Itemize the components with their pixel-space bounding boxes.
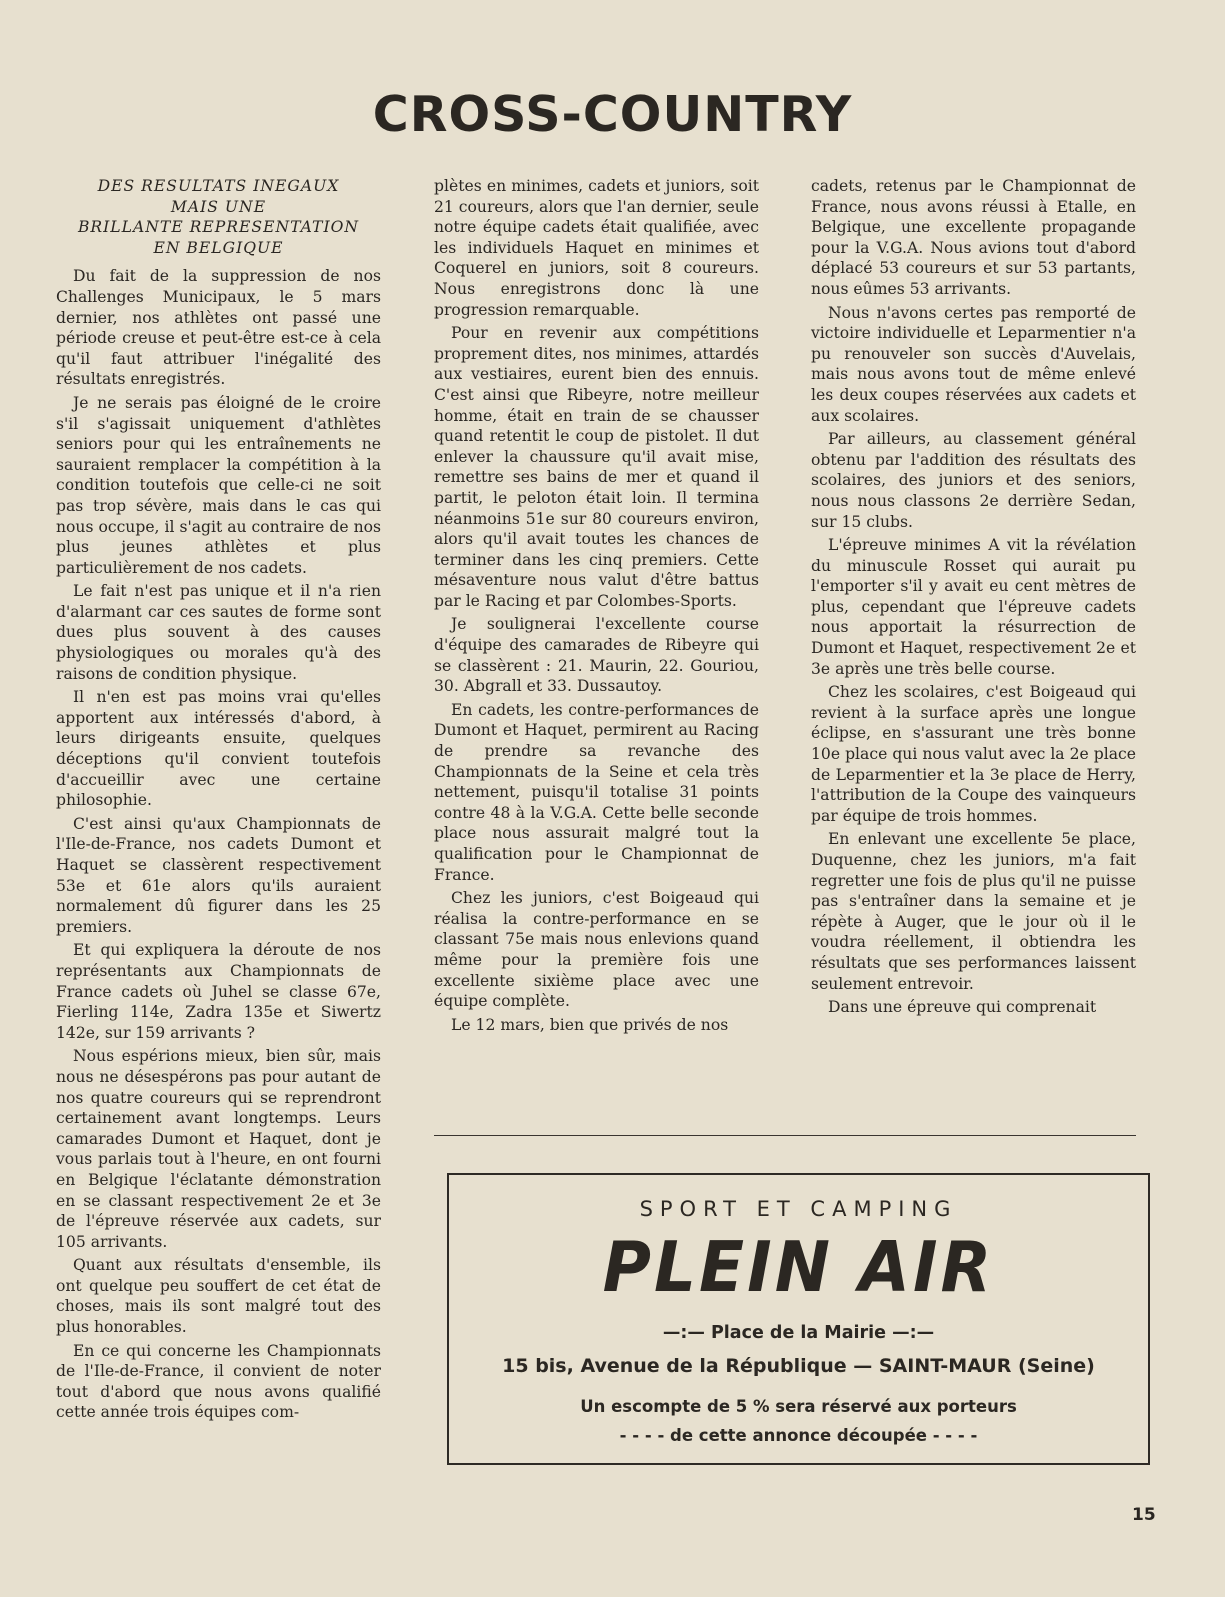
ad-brand-name: PLEIN AIR xyxy=(602,1227,995,1308)
ad-tagline: SPORT ET CAMPING xyxy=(639,1197,958,1221)
subheading-line: MAIS UNE xyxy=(170,197,267,216)
ad-address-line: 15 bis, Avenue de la République — SAINT-MAUR (Seine) xyxy=(502,1355,1095,1377)
paragraph: Quant aux résultats d'ensemble, ils ont quelque peu souffert de cet état de choses, mais ils sont malgré tout des plus honorables. xyxy=(56,1256,381,1337)
article-title: CROSS-COUNTRY xyxy=(372,86,853,143)
column-2 xyxy=(434,176,759,1035)
section-divider xyxy=(434,1135,1136,1136)
paragraph: En cadets, les contre-performances de Dumont et Haquet, permirent au Racing de prendre sa revanche des Championnats de la Seine et cela très nettement, puisqu'il totalise 31 points contre 48 à la V.G.A. Cette belle seconde place nous assurait malgré tout la qualification pour le Championnat de France. xyxy=(434,700,759,884)
paragraph: Chez les scolaires, c'est Boigeaud qui revient à la surface après une longue éclipse, en s'assurant une très bonne 10e place qui nous valut avec la 2e place de Leparmentier et la 3e place de Herry, l'attribution de la Coupe des vainqueurs par équipe de trois hommes. xyxy=(811,683,1136,825)
page-number: 15 xyxy=(1132,1505,1156,1525)
paragraph: Je ne serais pas éloigné de le croire s'il s'agissait uniquement d'athlètes seniors pour qui les entraînements ne sauraient remplacer la compétition à la condition toutefois que celle-ci ne soit pas trop sévère, mais dans le cas qui nous occupe, il s'agit au contraire de nos plus jeunes athlètes et plus particulièrement de nos cadets. xyxy=(56,393,381,577)
ad-offer-line: Un escompte de 5 % sera réservé aux porteurs xyxy=(580,1397,1017,1416)
paragraph: Nous espérions mieux, bien sûr, mais nous ne désespérons pas pour autant de nos quatre coureurs qui se reprendront certainement avant longtemps. Leurs camarades Dumont et Haquet, dont je vous parlais tout à l'heure, en ont fourni en Belgique l'éclatante démonstration en se classant respectivement 2e et 3e de l'épreuve réservée aux cadets, sur 105 arrivants. xyxy=(56,1047,381,1251)
paragraph: C'est ainsi qu'aux Championnats de l'Ile-de-France, nos cadets Dumont et Haquet se classèrent respectivement 53e et 61e alors qu'ils auraient normalement dû figurer dans les 25 premiers. xyxy=(56,814,381,936)
paragraph: En ce qui concerne les Championnats de l'Ile-de-France, il convient de noter tout d'abord que nous avons qualifié cette année trois équipes com- xyxy=(56,1341,381,1422)
paragraph: Il n'en est pas moins vrai qu'elles apportent aux intéressés d'abord, à leurs dirigeants ensuite, quelques déceptions qu'il convient toutefois d'accueillir avec une certaine philosophie. xyxy=(56,688,381,810)
paragraph: Le 12 mars, bien que privés de nos xyxy=(451,1015,729,1034)
paragraph: plètes en minimes, cadets et juniors, soit 21 coureurs, alors que l'an dernier, seule notre équipe cadets était qualifiée, avec les individuels Haquet en minimes et Coquerel en juniors, soit 8 coureurs. Nous enregistrons donc là une progression remarquable. xyxy=(434,177,759,319)
paragraph: Dans une épreuve qui comprenait xyxy=(828,998,1097,1017)
column-3 xyxy=(811,176,1136,1018)
subheading-line: EN BELGIQUE xyxy=(153,238,284,257)
ad-offer-line: - - - - de cette annonce découpée - - - - xyxy=(619,1426,978,1445)
paragraph: Je soulignerai l'excellente course d'équipe des camarades de Ribeyre qui se classèrent : 21. Maurin, 22. Gouriou, 30. Abgrall et 33. Dussautoy. xyxy=(434,615,759,696)
paragraph: Pour en revenir aux compétitions proprement dites, nos minimes, attardés aux vestiaires, eurent bien des ennuis. C'est ainsi que Ribeyre, notre meilleur homme, était en train de se chausser quand retentit le coup de pistolet. Il dut enlever la chaussure qu'il avait mise, remettre ses bains de mer et quand il partit, le peloton était loin. Il termina néanmoins 51e sur 80 coureurs environ, alors qu'il avait toutes les chances de terminer dans les cinq premiers. Cette mésaventure nous valut d'être battus par le Racing et par Colombes-Sports. xyxy=(434,324,759,610)
paragraph: Nous n'avons certes pas remporté de victoire individuelle et Leparmentier n'a pu renouveler son succès d'Auvelais, mais nous avons tout de même enlevé les deux coupes réservées aux cadets et aux scolaires. xyxy=(811,303,1136,425)
paragraph: Chez les juniors, c'est Boigeaud qui réalisa la contre-performance en se classant 75e mais nous enlevions quand même pour la première fois une excellente sixième place avec une équipe complète. xyxy=(434,889,759,1011)
paragraph: Le fait n'est pas unique et il n'a rien d'alarmant car ces sautes de forme sont dues plus souvent à des causes physiologiques ou morales qu'à des raisons de condition physique. xyxy=(56,582,381,683)
subheading-line: BRILLANTE REPRESENTATION xyxy=(77,218,360,237)
paragraph: cadets, retenus par le Championnat de France, nous avons réussi à Etalle, en Belgique, une excellente propagande pour la V.G.A. Nous avions tout d'abord déplacé 53 coureurs et sur 53 partants, nous eûmes 53 arrivants. xyxy=(811,177,1136,298)
paragraph: Du fait de la suppression de nos Challenges Municipaux, le 5 mars dernier, nos athlètes ont passé une période creuse et peut-être est-ce à cela qu'il faut attribuer l'inégalité des résultats enregistrés. xyxy=(56,267,381,389)
paragraph: L'épreuve minimes A vit la révélation du minuscule Rosset qui aurait pu l'emporter s'il y avait eu cent mètres de plus, cependant que l'épreuve cadets nous apportait la résurrection de Dumont et Haquet, respectivement 2e et 3e après une très belle course. xyxy=(811,536,1136,678)
paragraph: Et qui expliquera la déroute de nos représentants aux Championnats de France cadets où Juhel se classe 67e, Fierling 114e, Zadra 135e et Siwertz 142e, sur 159 arrivants ? xyxy=(56,941,381,1042)
column-1 xyxy=(56,176,381,1423)
subheading xyxy=(56,176,381,258)
paragraph: Par ailleurs, au classement général obtenu par l'addition des résultats des scolaires, des juniors et des seniors, nous nous classons 2e derrière Sedan, sur 15 clubs. xyxy=(811,430,1136,531)
subheading-line: DES RESULTATS INEGAUX xyxy=(97,177,340,195)
paragraph: En enlevant une excellente 5e place, Duquenne, chez les juniors, m'a fait regretter une fois de plus qu'il ne puisse pas s'entraîner dans la semaine et je répète à Auger, que le jour où il le voudra réellement, il obtiendra les résultats que ses performances laissent seulement entrevoir. xyxy=(811,830,1136,993)
advertisement-box xyxy=(447,1173,1150,1465)
ad-address-line: —:— Place de la Mairie —:— xyxy=(662,1323,935,1343)
